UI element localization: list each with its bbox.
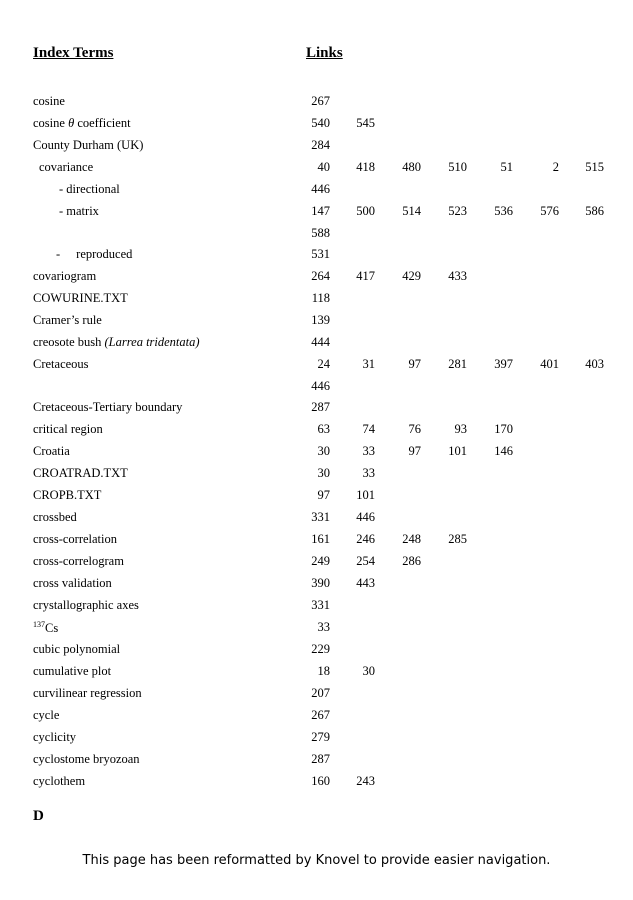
page-link[interactable]: 30 bbox=[317, 444, 330, 458]
index-term: - matrix bbox=[59, 204, 99, 218]
page-link[interactable]: 401 bbox=[540, 357, 559, 371]
index-entry bbox=[0, 463, 633, 485]
page-link[interactable]: 139 bbox=[311, 313, 330, 327]
page-link[interactable]: 267 bbox=[311, 708, 330, 722]
index-entry bbox=[0, 113, 633, 135]
page-link[interactable]: 446 bbox=[311, 182, 330, 196]
index-entry bbox=[0, 354, 633, 376]
page-link[interactable]: 40 bbox=[317, 160, 330, 174]
page-link[interactable]: 97 bbox=[408, 444, 421, 458]
page-link[interactable]: 285 bbox=[448, 532, 467, 546]
index-term: cyclostome bryozoan bbox=[33, 752, 140, 766]
page-link[interactable]: 540 bbox=[311, 116, 330, 130]
page-link[interactable]: 287 bbox=[311, 400, 330, 414]
index-term: COWURINE.TXT bbox=[33, 291, 128, 305]
index-entry bbox=[0, 507, 633, 529]
page-link[interactable]: 33 bbox=[362, 466, 375, 480]
index-entry bbox=[0, 705, 633, 727]
index-term: cross validation bbox=[33, 576, 112, 590]
index-entry bbox=[0, 91, 633, 113]
index-term: Croatia bbox=[33, 444, 70, 458]
index-entry bbox=[0, 683, 633, 705]
page-link[interactable]: 331 bbox=[311, 598, 330, 612]
page-link[interactable]: 515 bbox=[585, 160, 604, 174]
page-link[interactable]: 97 bbox=[408, 357, 421, 371]
page-link[interactable]: 254 bbox=[356, 554, 375, 568]
page-link[interactable]: 510 bbox=[448, 160, 467, 174]
page-link[interactable]: 429 bbox=[402, 269, 421, 283]
page-link[interactable]: 281 bbox=[448, 357, 467, 371]
page-link[interactable]: 24 bbox=[317, 357, 330, 371]
page-link[interactable]: 284 bbox=[311, 138, 330, 152]
page-footer: This page has been reformatted by Knovel to provide easier navigation. bbox=[82, 853, 551, 868]
page-link[interactable]: 30 bbox=[317, 466, 330, 480]
page-link[interactable]: 2 bbox=[552, 160, 559, 174]
index-term: Cretaceous-Tertiary boundary bbox=[33, 400, 183, 414]
page-link[interactable]: 586 bbox=[585, 204, 604, 218]
index-entry bbox=[0, 419, 633, 441]
page-link[interactable]: 31 bbox=[362, 357, 375, 371]
page-link[interactable]: 76 bbox=[408, 422, 421, 436]
index-term: cross-correlogram bbox=[33, 554, 124, 568]
index-entry bbox=[0, 157, 633, 179]
index-term: cross-correlation bbox=[33, 532, 117, 546]
page-link[interactable]: 101 bbox=[356, 488, 375, 502]
links-header: Links bbox=[306, 45, 343, 61]
index-entry bbox=[0, 551, 633, 573]
index-entry bbox=[0, 244, 633, 266]
page-link[interactable]: 446 bbox=[356, 510, 375, 524]
index-term: critical region bbox=[33, 422, 103, 436]
page-link[interactable]: 286 bbox=[402, 554, 421, 568]
index-term: - reproduced bbox=[56, 247, 133, 261]
index-term: County Durham (UK) bbox=[33, 138, 144, 152]
index-entry bbox=[0, 661, 633, 683]
index-term: - directional bbox=[59, 182, 120, 196]
page-link[interactable]: 264 bbox=[311, 269, 330, 283]
page-link[interactable]: 545 bbox=[356, 116, 375, 130]
page-link[interactable]: 101 bbox=[448, 444, 467, 458]
page-link[interactable]: 170 bbox=[494, 422, 513, 436]
page-link[interactable]: 249 bbox=[311, 554, 330, 568]
index-entry bbox=[0, 639, 633, 661]
index-term: covariogram bbox=[33, 269, 97, 283]
index-entry-list bbox=[0, 91, 633, 793]
page-link[interactable]: 161 bbox=[311, 532, 330, 546]
page-link[interactable]: 514 bbox=[402, 204, 421, 218]
index-entry bbox=[0, 310, 633, 332]
index-term: cycle bbox=[33, 708, 60, 722]
page-link[interactable]: 146 bbox=[494, 444, 513, 458]
page-link[interactable]: 500 bbox=[356, 204, 375, 218]
page-link[interactable]: 331 bbox=[311, 510, 330, 524]
page-link[interactable]: 390 bbox=[311, 576, 330, 590]
page-link[interactable]: 446 bbox=[311, 379, 330, 393]
index-entry bbox=[0, 529, 633, 551]
page-link[interactable]: 531 bbox=[311, 247, 330, 261]
page-link[interactable]: 30 bbox=[362, 664, 375, 678]
index-entry bbox=[0, 266, 633, 288]
page-link[interactable]: 97 bbox=[317, 488, 330, 502]
index-term: cumulative plot bbox=[33, 664, 112, 678]
page-link[interactable]: 433 bbox=[448, 269, 467, 283]
index-term: Cretaceous bbox=[33, 357, 89, 371]
index-entry bbox=[0, 332, 633, 354]
page-link[interactable]: 403 bbox=[585, 357, 604, 371]
page-link[interactable]: 248 bbox=[402, 532, 421, 546]
page-link[interactable]: 576 bbox=[540, 204, 559, 218]
page-link[interactable]: 207 bbox=[311, 686, 330, 700]
index-entry bbox=[0, 288, 633, 310]
index-term: cosine θ coefficient bbox=[33, 116, 131, 130]
page-link[interactable]: 18 bbox=[317, 664, 330, 678]
page-link[interactable]: 267 bbox=[311, 94, 330, 108]
page-link[interactable]: 417 bbox=[356, 269, 375, 283]
index-entry bbox=[0, 441, 633, 463]
page-link[interactable]: 229 bbox=[311, 642, 330, 656]
index-entry bbox=[0, 617, 633, 639]
index-term: creosote bush (Larrea tridentata) bbox=[33, 335, 200, 349]
page-link[interactable]: 418 bbox=[356, 160, 375, 174]
index-term: crossbed bbox=[33, 510, 77, 524]
page-link[interactable]: 147 bbox=[311, 204, 330, 218]
page-link[interactable]: 443 bbox=[356, 576, 375, 590]
index-term: cyclothem bbox=[33, 774, 86, 788]
index-term: CROPB.TXT bbox=[33, 488, 102, 502]
index-entry bbox=[0, 727, 633, 749]
index-entry bbox=[0, 201, 633, 223]
page-link[interactable]: 93 bbox=[454, 422, 467, 436]
page-link[interactable]: 287 bbox=[311, 752, 330, 766]
index-term: curvilinear regression bbox=[33, 686, 142, 700]
page-link[interactable]: 160 bbox=[311, 774, 330, 788]
index-term: CROATRAD.TXT bbox=[33, 466, 128, 480]
index-entry bbox=[0, 771, 633, 793]
page-link[interactable]: 243 bbox=[356, 774, 375, 788]
index-entry bbox=[0, 397, 633, 419]
page-link[interactable]: 118 bbox=[311, 291, 330, 305]
index-term: cubic polynomial bbox=[33, 642, 121, 656]
page-link[interactable]: 523 bbox=[448, 204, 467, 218]
index-entry-continuation bbox=[0, 376, 633, 397]
page-link[interactable]: 536 bbox=[494, 204, 513, 218]
page-link[interactable]: 246 bbox=[356, 532, 375, 546]
index-entry bbox=[0, 179, 633, 201]
page-link[interactable]: 51 bbox=[500, 160, 513, 174]
page-link[interactable]: 279 bbox=[311, 730, 330, 744]
page-link[interactable]: 63 bbox=[317, 422, 330, 436]
page-link[interactable]: 480 bbox=[402, 160, 421, 174]
page-link[interactable]: 444 bbox=[311, 335, 330, 349]
index-terms-header: Index Terms bbox=[33, 45, 114, 61]
index-entry bbox=[0, 749, 633, 771]
index-term: $^{137}$Cs bbox=[33, 620, 59, 635]
page-link[interactable]: 74 bbox=[362, 422, 375, 436]
index-entry bbox=[0, 595, 633, 617]
page-link[interactable]: 588 bbox=[311, 226, 330, 240]
page-link[interactable]: 33 bbox=[317, 620, 330, 634]
index-term: crystallographic axes bbox=[33, 598, 139, 612]
index-term: cosine bbox=[33, 94, 65, 108]
index-term: Cramer’s rule bbox=[33, 313, 102, 327]
index-entry bbox=[0, 573, 633, 595]
index-entry bbox=[0, 135, 633, 157]
page-link[interactable]: 33 bbox=[362, 444, 375, 458]
index-term: covariance bbox=[39, 160, 94, 174]
index-entry-continuation bbox=[0, 223, 633, 244]
index-term: cyclicity bbox=[33, 730, 77, 744]
page-link[interactable]: 397 bbox=[494, 357, 513, 371]
section-letter: D bbox=[33, 808, 44, 824]
index-entry bbox=[0, 485, 633, 507]
